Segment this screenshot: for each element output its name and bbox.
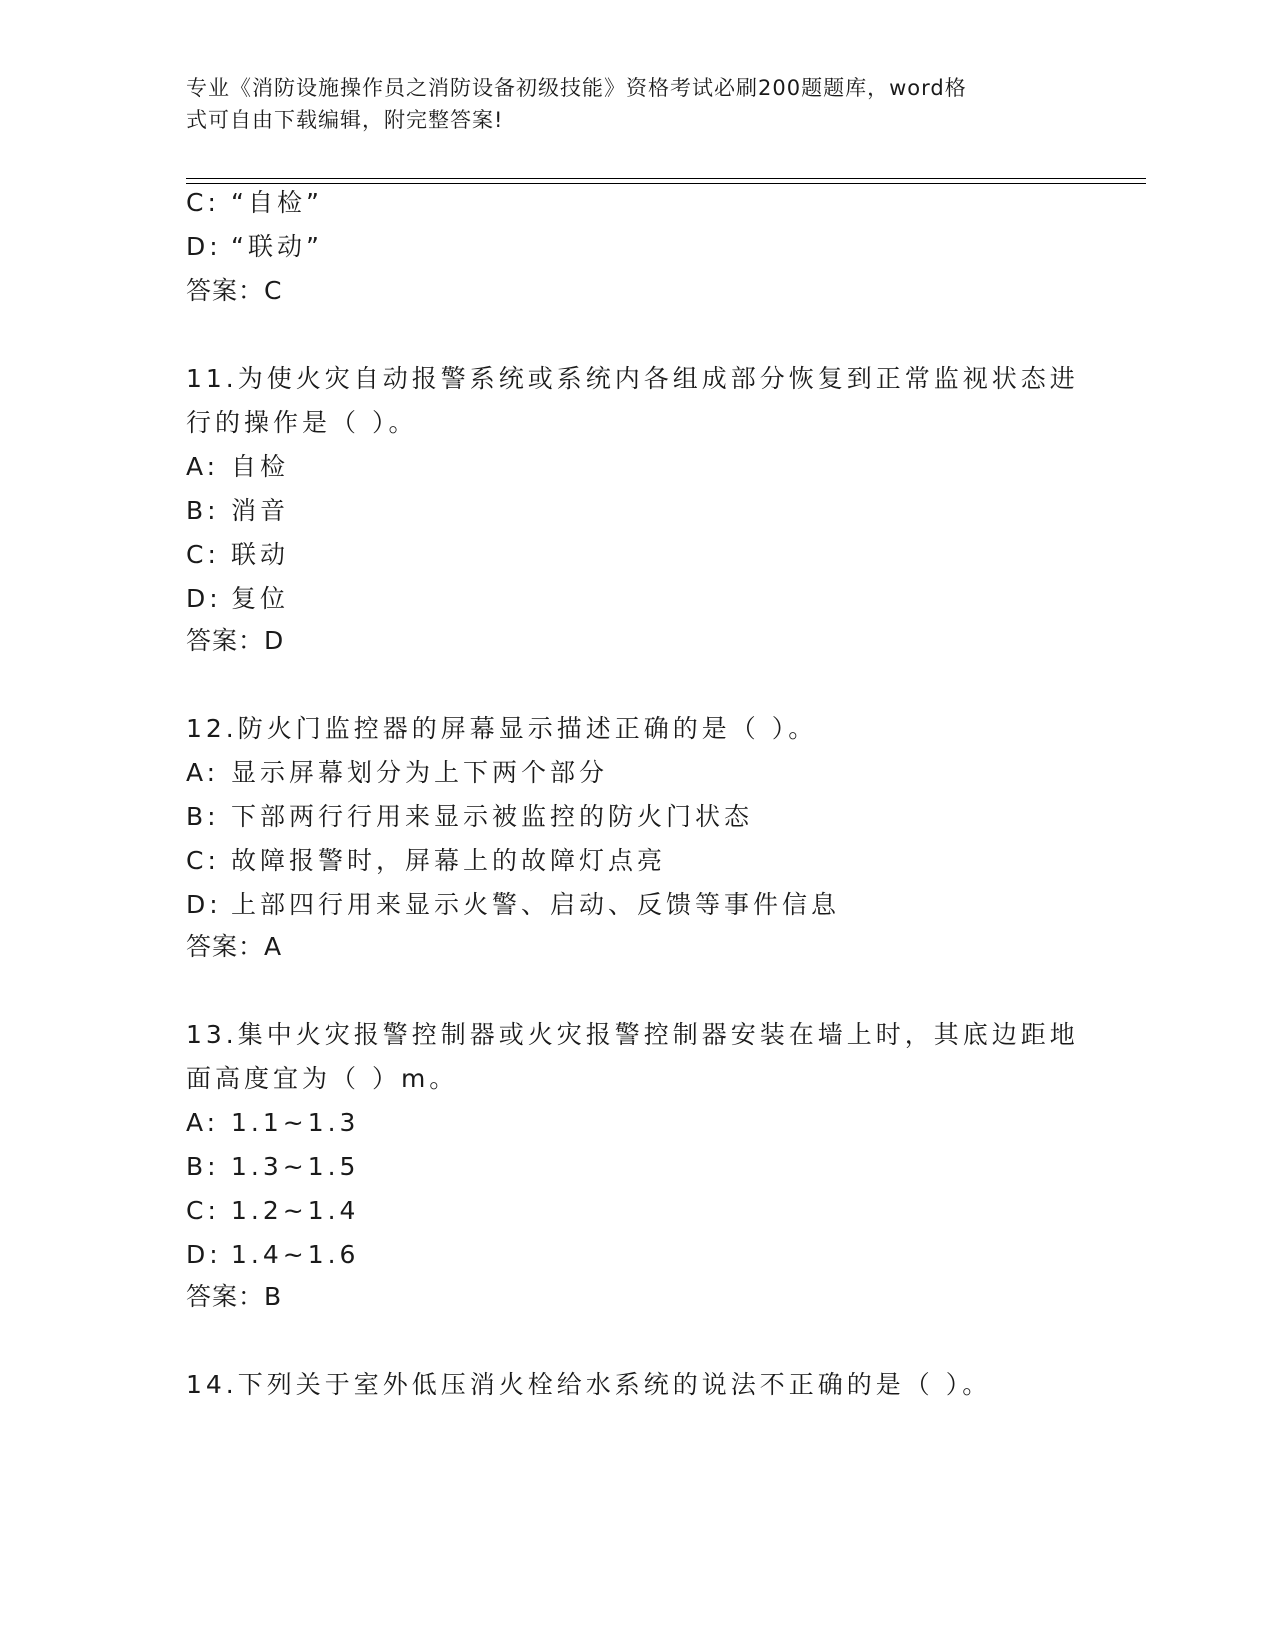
- answer: 答案：D: [186, 626, 285, 655]
- option-text: “联动”: [231, 232, 323, 261]
- option-text: “自检”: [231, 188, 323, 217]
- option-text: 上部四行用来显示火警、启动、反馈等事件信息: [231, 890, 841, 919]
- option-text: 联动: [231, 540, 290, 569]
- option-c: [186, 846, 666, 876]
- option-c: [186, 540, 289, 570]
- option-d: [186, 584, 289, 614]
- option-label: C:: [186, 1196, 220, 1225]
- option-label: D:: [186, 890, 222, 919]
- header-line-1: 专业《消防设施操作员之消防设备初级技能》资格考试必刷200题题库，word格: [186, 76, 967, 100]
- document-header: [186, 72, 1066, 136]
- answer: 答案：C: [186, 276, 283, 305]
- option-a: [186, 1108, 359, 1138]
- header-divider-top: [186, 178, 1146, 179]
- option-label: B:: [186, 802, 220, 831]
- header-line-2: 式可自由下载编辑，附完整答案!: [186, 108, 504, 132]
- option-text: 消音: [231, 496, 290, 525]
- option-a: [186, 758, 608, 788]
- option-text: 复位: [231, 584, 290, 613]
- question-11-line-2: 行的操作是（ ）。: [186, 408, 418, 437]
- option-label: A:: [186, 758, 220, 787]
- option-text: 1.1~1.3: [231, 1108, 360, 1137]
- option-text: 故障报警时，屏幕上的故障灯点亮: [231, 846, 667, 875]
- option-text: 1.4~1.6: [231, 1240, 360, 1269]
- option-label: D:: [186, 584, 222, 613]
- question-11-line-1: 11.为使火灾自动报警系统或系统内各组成部分恢复到正常监视状态进: [186, 364, 1079, 393]
- option-b: [186, 802, 753, 832]
- option-label: B:: [186, 1152, 220, 1181]
- option-d: [186, 232, 323, 262]
- question-13-line-2: 面高度宜为（ ）m。: [186, 1064, 459, 1093]
- question-12-line-1: 12.防火门监控器的屏幕显示描述正确的是（ ）。: [186, 714, 818, 743]
- answer: 答案：B: [186, 1282, 283, 1311]
- option-c: [186, 188, 323, 218]
- option-text: 显示屏幕划分为上下两个部分: [231, 758, 609, 787]
- option-d: [186, 1240, 359, 1270]
- option-text: 1.3~1.5: [231, 1152, 360, 1181]
- header-divider-bottom: [186, 183, 1146, 184]
- option-label: C:: [186, 188, 220, 217]
- answer: 答案：A: [186, 932, 283, 961]
- option-label: B:: [186, 496, 220, 525]
- option-label: C:: [186, 540, 220, 569]
- option-label: D:: [186, 232, 222, 261]
- option-a: [186, 452, 289, 482]
- option-label: C:: [186, 846, 220, 875]
- question-13-line-1: 13.集中火灾报警控制器或火灾报警控制器安装在墙上时，其底边距地: [186, 1020, 1079, 1049]
- option-c: [186, 1196, 359, 1226]
- option-label: A:: [186, 452, 220, 481]
- question-14-line-1: 14.下列关于室外低压消火栓给水系统的说法不正确的是（ ）。: [186, 1370, 992, 1399]
- option-label: D:: [186, 1240, 222, 1269]
- option-label: A:: [186, 1108, 220, 1137]
- option-b: [186, 496, 289, 526]
- option-text: 下部两行行用来显示被监控的防火门状态: [231, 802, 754, 831]
- option-b: [186, 1152, 359, 1182]
- option-text: 自检: [231, 452, 290, 481]
- option-d: [186, 890, 840, 920]
- option-text: 1.2~1.4: [231, 1196, 360, 1225]
